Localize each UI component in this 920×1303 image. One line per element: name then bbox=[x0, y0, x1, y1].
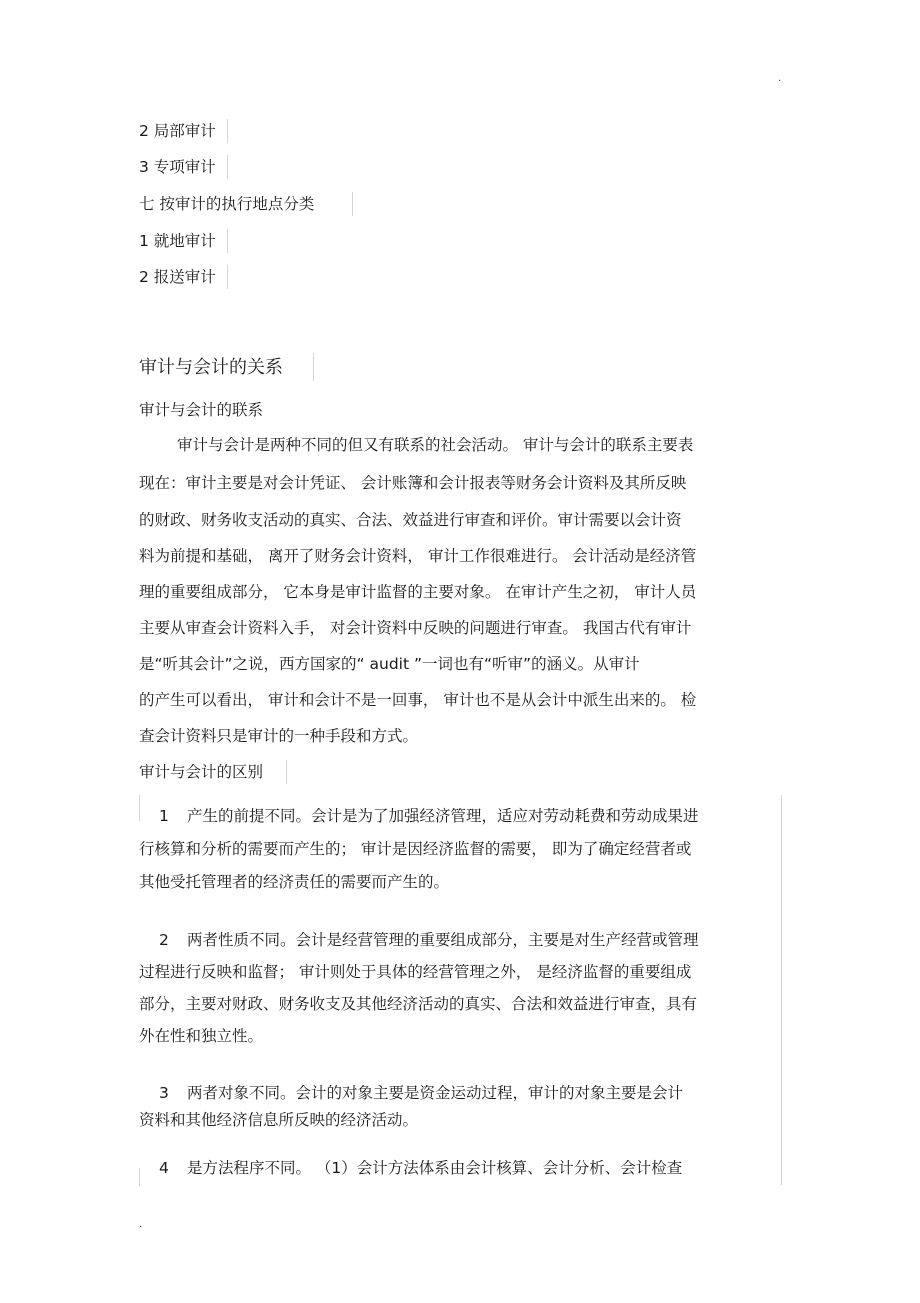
subheading-difference: 审计与会计的区别 bbox=[139, 763, 264, 781]
page-mark-bottom: . bbox=[139, 1219, 143, 1230]
paragraph-line: 审计与会计是两种不同的但又有联系的社会活动。 审计与会计的联系主要表 bbox=[177, 436, 694, 454]
paragraph-line: 资料和其他经济信息所反映的经济活动。 bbox=[139, 1111, 419, 1129]
item-text: 是方法程序不同。 （1）会计方法体系由会计核算、会计分析、会计检查 bbox=[187, 1159, 683, 1177]
paragraph-line: 过程进行反映和监督； 审计则处于具体的经营管理之外， 是经济监督的重要组成 bbox=[139, 963, 692, 981]
paragraph-line: 其他受托管理者的经济责任的需要而产生的。 bbox=[139, 873, 450, 891]
subheading-connection: 审计与会计的联系 bbox=[139, 401, 264, 419]
page-mark-top: . bbox=[778, 73, 782, 84]
paragraph-line: 的财政、财务收支活动的真实、合法、效益进行审查和评价。审计需要以会计资 bbox=[139, 511, 682, 529]
list-item-submitted-audit: 2 报送审计 bbox=[139, 268, 216, 286]
paragraph-line: 现在：审计主要是对会计凭证、 会计账簿和会计报表等财务会计资料及其所反映 bbox=[139, 474, 687, 492]
paragraph-line: 的产生可以看出， 审计和会计不是一回事， 审计也不是从会计中派生出来的。 检 bbox=[139, 691, 697, 709]
difference-item-4 bbox=[139, 1158, 682, 1178]
item-number: 4 bbox=[159, 1159, 169, 1177]
item-number: 1 bbox=[159, 807, 169, 825]
item-text: 两者性质不同。会计是经营管理的重要组成部分，主要是对生产经营或管理 bbox=[187, 931, 699, 949]
list-item-onsite-audit: 1 就地审计 bbox=[139, 232, 216, 250]
paragraph-line: 理的重要组成部分， 它本身是审计监督的主要对象。 在审计产生之初， 审计人员 bbox=[139, 583, 697, 601]
section-title-location: 七 按审计的执行地点分类 bbox=[139, 195, 315, 213]
paragraph-line: 是“听其会计”之说，西方国家的“ audit ”一词也有“听审”的涵义。从审计 bbox=[139, 655, 640, 673]
divider bbox=[286, 760, 287, 784]
table-right-border bbox=[781, 795, 782, 1185]
difference-item-3 bbox=[139, 1083, 683, 1103]
paragraph-line: 行核算和分析的需要而产生的； 审计是因经济监督的需要， 即为了确定经营者或 bbox=[139, 840, 692, 858]
paragraph-line: 料为前提和基础， 离开了财务会计资料， 审计工作很难进行。 会计活动是经济管 bbox=[139, 547, 697, 565]
difference-item-2 bbox=[139, 930, 699, 950]
divider bbox=[227, 119, 228, 143]
paragraph-line: 外在性和独立性。 bbox=[139, 1027, 264, 1045]
divider bbox=[227, 155, 228, 179]
paragraph-line: 查会计资料只是审计的一种手段和方式。 bbox=[139, 727, 419, 745]
heading-audit-accounting-relation: 审计与会计的关系 bbox=[139, 357, 283, 378]
list-item-partial-audit: 2 局部审计 bbox=[139, 122, 216, 140]
item-text: 两者对象不同。会计的对象主要是资金运动过程，审计的对象主要是会计 bbox=[187, 1084, 684, 1102]
paragraph-line: 部分，主要对财政、财务收支及其他经济活动的真实、合法和效益进行审查，具有 bbox=[139, 995, 698, 1013]
divider bbox=[313, 353, 314, 381]
divider bbox=[352, 192, 353, 216]
paragraph-line: 主要从审查会计资料入手， 对会计资料中反映的问题进行审查。 我国古代有审计 bbox=[139, 619, 692, 637]
item-number: 3 bbox=[159, 1084, 169, 1102]
divider bbox=[227, 229, 228, 253]
difference-item-1 bbox=[139, 806, 699, 826]
item-number: 2 bbox=[159, 931, 169, 949]
item-text: 产生的前提不同。会计是为了加强经济管理，适应对劳动耗费和劳动成果进 bbox=[187, 807, 699, 825]
list-item-special-audit: 3 专项审计 bbox=[139, 158, 216, 176]
divider bbox=[227, 265, 228, 289]
